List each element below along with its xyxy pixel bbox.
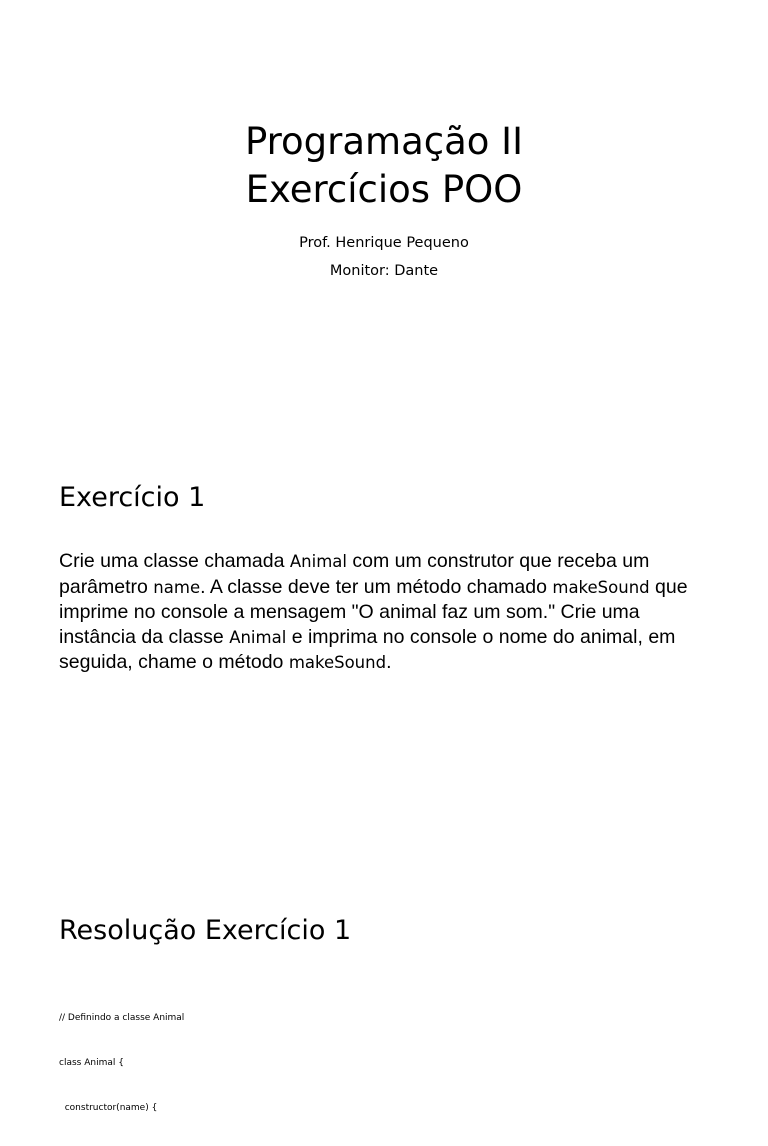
code-line: // Definindo a classe Animal [59, 1013, 185, 1023]
exercise-1-statement [59, 549, 709, 676]
code-term-name: name [153, 577, 201, 597]
resolution-code-block [59, 981, 659, 1146]
title-block [0, 118, 768, 214]
document-title-line-1: Programação II [244, 120, 524, 163]
subtitle-block [0, 229, 768, 285]
code-term-makesound: makeSound [288, 653, 387, 672]
exercise-1-heading: Exercício 1 [59, 482, 206, 513]
code-line: constructor(name) { [59, 1103, 158, 1113]
statement-text: . [386, 651, 392, 673]
code-line: class Animal { [59, 1058, 124, 1068]
statement-text: que imprime no console a mensagem "O animal faz um som." Crie uma instância da classe [59, 575, 688, 648]
document-title-line-2: Exercícios POO [245, 168, 523, 211]
resolution-1-heading: Resolução Exercício 1 [59, 915, 352, 946]
code-term-makesound: makeSound [552, 577, 650, 597]
code-term-animal: Animal [289, 552, 347, 571]
code-term-animal: Animal [229, 627, 287, 647]
statement-text: e imprima no console o nome do animal, em seguida, chame o método [59, 625, 676, 673]
monitor-name: Monitor: Dante [329, 263, 439, 279]
statement-text: Crie uma classe chamada [59, 550, 290, 572]
statement-text: . A classe deve ter um método chamado [200, 575, 553, 598]
statement-text: com um construtor que receba um parâmetro [59, 550, 650, 598]
professor-name: Prof. Henrique Pequeno [299, 235, 469, 251]
